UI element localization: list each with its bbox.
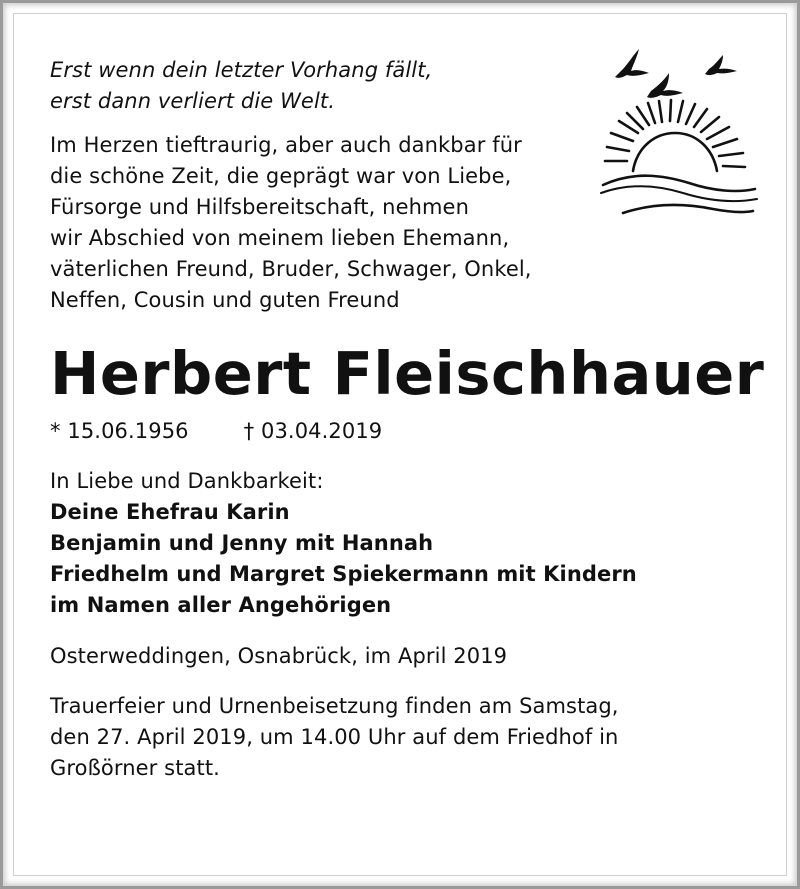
intro-line: Fürsorge und Hilfsbereitschaft, nehmen [50,195,469,219]
poem-line: erst dann verliert die Welt. [50,89,335,113]
intro-line: die schöne Zeit, die geprägt war von Liebe, [50,164,512,188]
intro-line: Neffen, Cousin und guten Freund [50,288,400,312]
intro-line: väterlichen Freund, Bruder, Schwager, Onkel, [50,257,532,281]
ceremony-line: Trauerfeier und Urnenbeisetzung finden am Samstag, [50,694,619,718]
mourner-name: im Namen aller Angehörigen [50,593,392,617]
poem [50,55,770,117]
mourner-name: Deine Ehefrau Karin [50,500,290,524]
place-date: Osterweddingen, Osnabrück, im April 2019 [50,644,508,668]
deceased-name: Herbert Fleischhauer [50,339,765,408]
death-date: † 03.04.2019 [243,419,383,443]
life-dates [50,416,770,447]
intro-paragraph [50,130,770,316]
mourner-name: Benjamin und Jenny mit Hannah [50,531,434,555]
mourners-lead: In Liebe und Dankbarkeit: [50,469,324,493]
notice-content [50,55,770,784]
mourner-name: Friedhelm und Margret Spiekermann mit Kindern [50,562,637,586]
ceremony-info [50,691,770,784]
intro-line: wir Abschied von meinem lieben Ehemann, [50,226,510,250]
ceremony-line: Großörner statt. [50,756,220,780]
ceremony-line: den 27. April 2019, um 14.00 Uhr auf dem Friedhof in [50,725,619,749]
poem-line: Erst wenn dein letzter Vorhang fällt, [50,58,433,82]
birth-date: * 15.06.1956 [50,419,189,443]
intro-line: Im Herzen tieftraurig, aber auch dankbar für [50,133,522,157]
mourners-block [50,466,770,621]
